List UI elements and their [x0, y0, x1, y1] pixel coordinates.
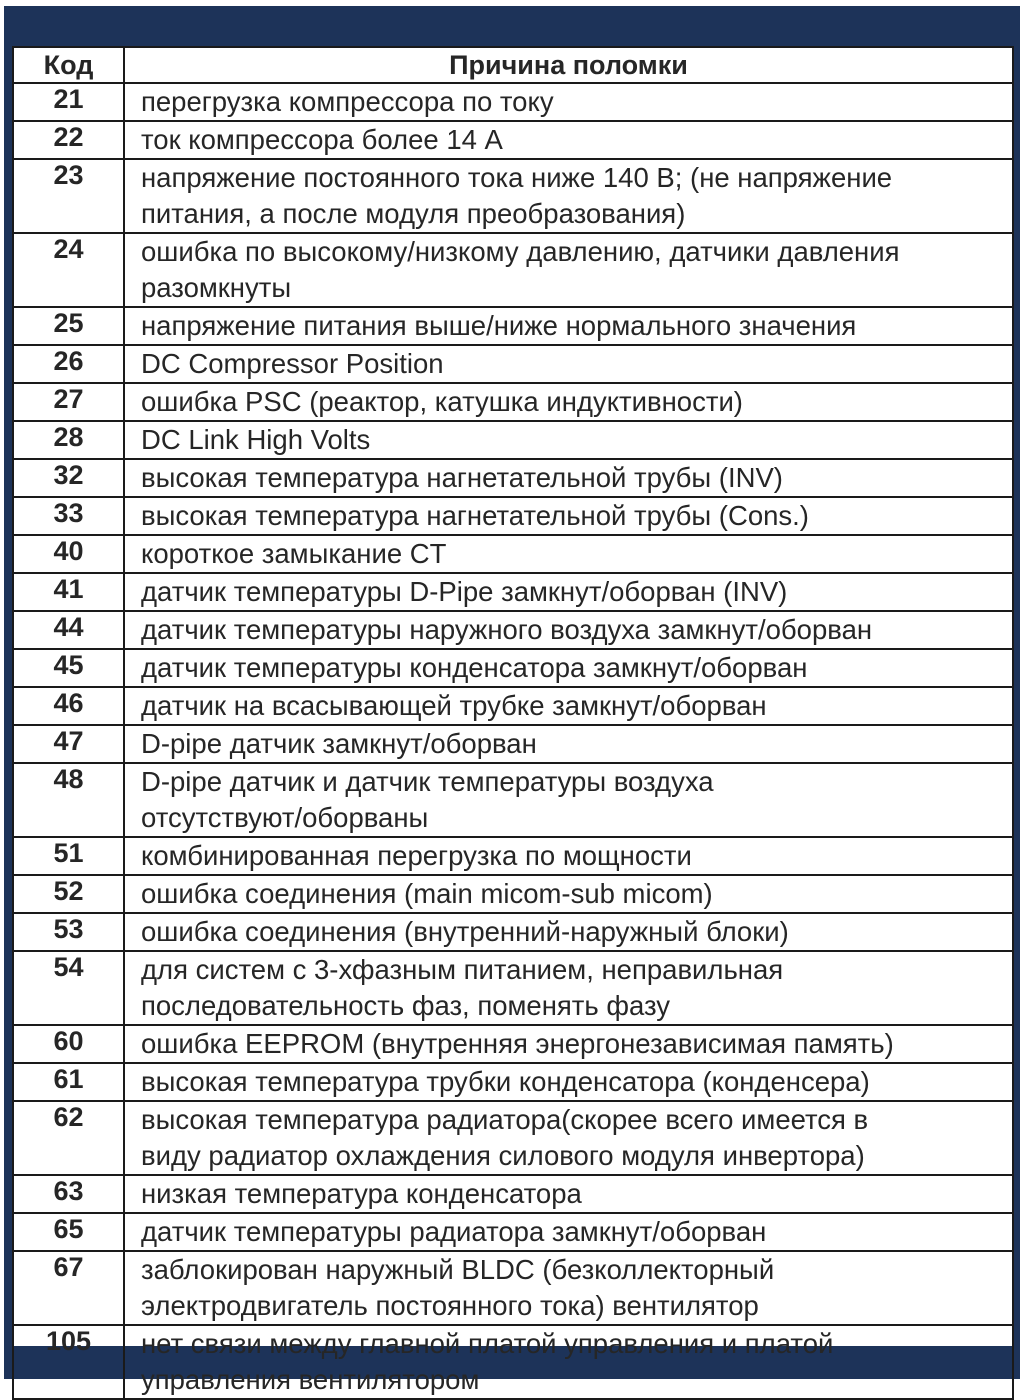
error-reason-cell	[124, 421, 1013, 459]
error-reason-cell	[124, 611, 1013, 649]
reason-line: управления вентилятором	[141, 1364, 480, 1395]
error-reason-cell	[124, 763, 1013, 837]
error-reason-cell	[124, 383, 1013, 421]
reason-line: датчик температуры D-Pipe замкнут/оборван (INV)	[141, 576, 788, 607]
reason-line: датчик температуры наружного воздуха замкнут/оборван	[141, 614, 873, 645]
error-reason-cell	[124, 159, 1013, 233]
error-code-cell: 45	[13, 649, 124, 687]
table-row	[13, 951, 1013, 1025]
error-reason-cell	[124, 233, 1013, 307]
error-reason-cell	[124, 573, 1013, 611]
error-code-cell: 46	[13, 687, 124, 725]
table-row	[13, 1101, 1013, 1175]
table-row	[13, 383, 1013, 421]
table-row	[13, 1251, 1013, 1325]
error-reason-cell	[124, 497, 1013, 535]
table-row	[13, 687, 1013, 725]
error-code-cell: 27	[13, 383, 124, 421]
reason-line: DC Compressor Position	[141, 348, 444, 379]
table-row	[13, 913, 1013, 951]
reason-line: комбинированная перегрузка по мощности	[141, 840, 692, 871]
reason-line: разомкнуты	[141, 272, 292, 303]
error-code-cell: 62	[13, 1101, 124, 1175]
error-code-cell: 24	[13, 233, 124, 307]
error-code-cell: 54	[13, 951, 124, 1025]
reason-line: ошибка по высокому/низкому давлению, датчики давления	[141, 236, 900, 267]
table-row	[13, 875, 1013, 913]
table-row	[13, 611, 1013, 649]
error-reason-cell	[124, 1213, 1013, 1251]
table-row	[13, 497, 1013, 535]
reason-line: заблокирован наружный BLDC (безколлекторный	[141, 1254, 775, 1285]
table-row	[13, 649, 1013, 687]
error-code-cell: 26	[13, 345, 124, 383]
reason-line: низкая температура конденсатора	[141, 1178, 582, 1209]
reason-line: высокая температура радиатора(скорее всего имеется в	[141, 1104, 869, 1135]
error-code-cell: 21	[13, 83, 124, 121]
error-reason-cell	[124, 913, 1013, 951]
table-row	[13, 307, 1013, 345]
error-code-cell: 60	[13, 1025, 124, 1063]
reason-line: датчик на всасывающей трубке замкнут/оборван	[141, 690, 767, 721]
error-reason-cell	[124, 535, 1013, 573]
error-reason-cell	[124, 1175, 1013, 1213]
table-row	[13, 573, 1013, 611]
error-reason-cell	[124, 1325, 1013, 1399]
reason-line: ошибка EEPROM (внутренняя энергонезависимая память)	[141, 1028, 894, 1059]
table-row	[13, 1213, 1013, 1251]
reason-line: ошибка соединения (main micom-sub micom)	[141, 878, 713, 909]
table-row	[13, 1175, 1013, 1213]
table-row	[13, 233, 1013, 307]
error-code-cell: 40	[13, 535, 124, 573]
reason-line: ошибка PSC (реактор, катушка индуктивности)	[141, 386, 743, 417]
reason-line: нет связи между главной платой управления и платой	[141, 1328, 834, 1359]
error-code-cell: 22	[13, 121, 124, 159]
error-code-cell: 33	[13, 497, 124, 535]
reason-line: питания, а после модуля преобразования)	[141, 198, 686, 229]
reason-line: высокая температура нагнетательной трубы (Cons.)	[141, 500, 809, 531]
reason-line: высокая температура трубки конденсатора (конденсера)	[141, 1066, 870, 1097]
error-code-cell: 105	[13, 1325, 124, 1399]
table-row	[13, 1325, 1013, 1399]
error-code-cell: 53	[13, 913, 124, 951]
table-header-row	[13, 47, 1013, 83]
header-reason: Причина поломки	[124, 47, 1013, 83]
reason-line: электродвигатель постоянного тока) вентилятор	[141, 1290, 759, 1321]
reason-line: ошибка соединения (внутренний-наружный блоки)	[141, 916, 789, 947]
error-reason-cell	[124, 837, 1013, 875]
error-code-cell: 47	[13, 725, 124, 763]
error-reason-cell	[124, 649, 1013, 687]
error-reason-cell	[124, 1063, 1013, 1101]
table-row	[13, 535, 1013, 573]
reason-line: ток компрессора более 14 А	[141, 124, 503, 155]
error-reason-cell	[124, 875, 1013, 913]
table-row	[13, 83, 1013, 121]
reason-line: напряжение постоянного тока ниже 140 В; (не напряжение	[141, 162, 893, 193]
error-code-cell: 63	[13, 1175, 124, 1213]
reason-line: для систем с 3-хфазным питанием, неправильная	[141, 954, 784, 985]
error-code-cell: 41	[13, 573, 124, 611]
error-reason-cell	[124, 1025, 1013, 1063]
reason-line: DC Link High Volts	[141, 424, 371, 455]
error-reason-cell	[124, 459, 1013, 497]
reason-line: D-pipe датчик и датчик температуры воздуха	[141, 766, 714, 797]
table-frame	[4, 6, 1020, 1395]
table-row	[13, 837, 1013, 875]
error-reason-cell	[124, 687, 1013, 725]
table-row	[13, 121, 1013, 159]
reason-line: высокая температура нагнетательной трубы (INV)	[141, 462, 783, 493]
reason-line: датчик температуры конденсатора замкнут/оборван	[141, 652, 808, 683]
table-row	[13, 159, 1013, 233]
error-reason-cell	[124, 951, 1013, 1025]
reason-line: D-pipe датчик замкнут/оборван	[141, 728, 537, 759]
table-container	[12, 46, 1012, 1395]
error-code-cell: 32	[13, 459, 124, 497]
error-reason-cell	[124, 1251, 1013, 1325]
error-code-cell: 23	[13, 159, 124, 233]
reason-line: напряжение питания выше/ниже нормального значения	[141, 310, 857, 341]
error-reason-cell	[124, 345, 1013, 383]
error-reason-cell	[124, 1101, 1013, 1175]
error-code-cell: 28	[13, 421, 124, 459]
reason-line: датчик температуры радиатора замкнут/оборван	[141, 1216, 767, 1247]
error-reason-cell	[124, 121, 1013, 159]
error-code-cell: 48	[13, 763, 124, 837]
error-code-cell: 25	[13, 307, 124, 345]
reason-line: отсутствуют/оборваны	[141, 802, 429, 833]
error-codes-table	[12, 46, 1014, 1400]
table-row	[13, 725, 1013, 763]
table-row	[13, 1025, 1013, 1063]
reason-line: виду радиатор охлаждения силового модуля инвертора)	[141, 1140, 865, 1171]
error-reason-cell	[124, 725, 1013, 763]
error-code-cell: 44	[13, 611, 124, 649]
reason-line: короткое замыкание CT	[141, 538, 447, 569]
reason-line: перегрузка компрессора по току	[141, 86, 554, 117]
error-code-cell: 65	[13, 1213, 124, 1251]
error-code-cell: 51	[13, 837, 124, 875]
table-row	[13, 459, 1013, 497]
error-code-cell: 61	[13, 1063, 124, 1101]
error-code-cell: 67	[13, 1251, 124, 1325]
table-row	[13, 345, 1013, 383]
error-code-cell: 52	[13, 875, 124, 913]
table-row	[13, 1063, 1013, 1101]
header-code: Код	[13, 47, 124, 83]
reason-line: последовательность фаз, поменять фазу	[141, 990, 671, 1021]
error-reason-cell	[124, 83, 1013, 121]
error-reason-cell	[124, 307, 1013, 345]
table-row	[13, 763, 1013, 837]
table-row	[13, 421, 1013, 459]
table-body	[13, 83, 1013, 1399]
